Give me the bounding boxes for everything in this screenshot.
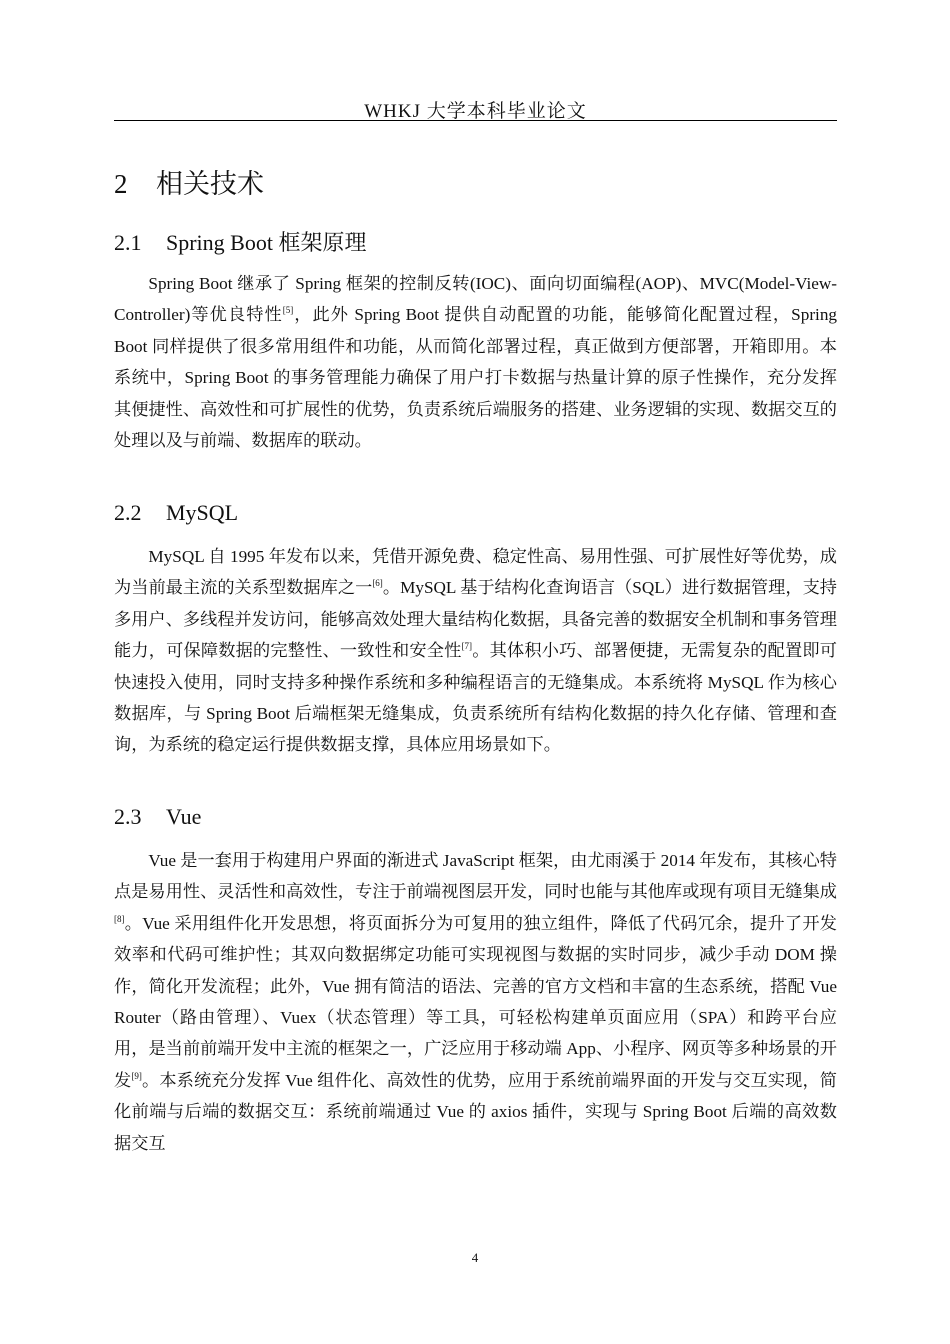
chapter-heading: [114, 162, 264, 201]
header-title: WHKJ 大学本科毕业论文: [364, 101, 587, 122]
paragraph-text: 。Vue 采用组件化开发思想，将页面拆分为可复用的独立组件，降低了代码冗余，提升了开发效率和代码可维护性；其双向数据绑定功能可实现视图与数据的实时同步，减少手动 DOM 操作，简化开发流程；此外，Vue 拥有简洁的语法、完善的官方文档和丰富的生态系统，搭配 Vue Router（路由管理）、Vuex（状态管理）等工具，可轻松构建单页面应用（SPA）和跨平台应用，是当前前端开发中主流的框架之一，广泛应用于移动端 App、小程序、网页等多种场景的开发: [114, 913, 837, 1090]
section-heading-2-3: [114, 804, 201, 830]
paragraph-text: MySQL 自 1995 年发布以来，凭借开源免费、稳定性高、易用性强、可扩展性好等优势，成为当前最主流的关系型数据库之一: [114, 547, 837, 598]
paragraph-text: Vue 是一套用于构建用户界面的渐进式 JavaScript 框架，由尤雨溪于 2014 年发布，其核心特点是易用性、灵活性和高效性，专注于前端视图层开发，同时也能与其他库或现有项目无缝集成: [114, 851, 837, 902]
section-number: 2.1: [114, 230, 142, 255]
paragraph-text: 。MySQL 基于结构化查询语言（SQL）进行数据管理，支持多用户、多线程并发访问，能够高效处理大量结构化数据，具备完善的数据安全机制和事务管理能力，可保障数据的完整性、一致性和安全性: [114, 578, 837, 661]
section-number: 2.2: [114, 500, 142, 525]
paragraph-text: ，此外 Spring Boot 提供自动配置的功能，能够简化配置过程，Spring Boot 同样提供了很多常用组件和功能，从而简化部署过程，真正做到方便部署，开箱即用。本系统中，Spring Boot 的事务管理能力确保了用户打卡数据与热量计算的原子性操作，充分发挥其便捷性、高效性和可扩展性的优势，负责系统后端服务的搭建、业务逻辑的实现、数据交互的处理以及与前端、数据库的联动。: [114, 305, 838, 451]
section-paragraph-2-3: [114, 845, 837, 1159]
section-number: 2.3: [114, 804, 142, 829]
citation-ref: [6]: [372, 578, 383, 589]
citation-ref: [9]: [131, 1070, 142, 1081]
citation-ref: [8]: [114, 913, 125, 924]
page-header: [114, 96, 837, 121]
section-heading-2-2: [114, 500, 238, 526]
section-paragraph-2-2: [114, 541, 837, 761]
citation-ref: [7]: [461, 641, 473, 652]
section-title: Spring Boot 框架原理: [166, 230, 367, 255]
paragraph-text: 。其体积小巧、部署便捷，无需复杂的配置即可快速投入使用，同时支持多种操作系统和多种编程语言的无缝集成。本系统将 MySQL 作为核心数据库，与 Spring Boot 后端框架无缝集成，负责系统所有结构化数据的持久化存储、管理和查询，为系统的稳定运行提供数据支撑，具体应用场景如下。: [114, 641, 837, 755]
page-number: 4: [471, 1250, 479, 1265]
citation-ref: [5]: [282, 305, 294, 316]
chapter-number: 2: [114, 169, 128, 199]
section-heading-2-1: [114, 226, 366, 257]
chapter-title: 相关技术: [156, 169, 264, 199]
paragraph-text: Spring Boot 继承了 Spring 框架的控制反转(IOC)、面向切面编程(AOP)、MVC(Model-View-Controller)等优良特性: [114, 274, 837, 325]
section-title: Vue: [166, 804, 202, 829]
section-paragraph-2-1: [114, 268, 837, 456]
paragraph-text: 。本系统充分发挥 Vue 组件化、高效性的优势，应用于系统前端界面的开发与交互实现，简化前端与后端的数据交互：系统前端通过 Vue 的 axios 插件，实现与 Spring Boot 后端的高效数据交互: [114, 1070, 837, 1153]
section-title: MySQL: [166, 500, 239, 525]
